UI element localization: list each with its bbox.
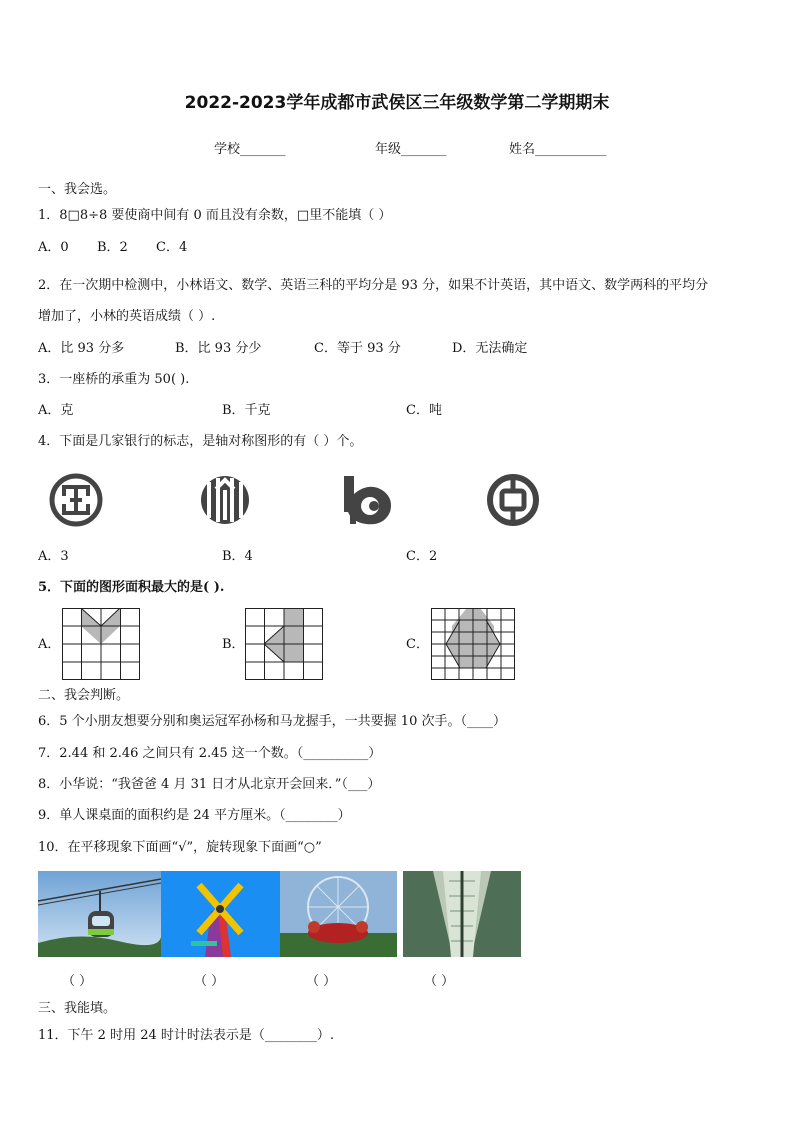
section-3-heading: 三、我能填。 [38, 1001, 117, 1016]
escalator-photo [403, 871, 521, 957]
q4-stem: 4．下面是几家银行的标志，是轴对称图形的有（ ）个。 [38, 434, 363, 449]
q10-blank-4[interactable]: （ ） [424, 974, 455, 989]
section-1-heading: 一、我会选。 [38, 182, 117, 197]
q5-grid-b [245, 608, 323, 680]
bocom-logo-icon [338, 472, 398, 528]
q3-option-c[interactable]: C．吨 [406, 403, 442, 418]
cable-car-photo [38, 871, 161, 957]
icbc-logo-icon [48, 472, 104, 528]
q10-blank-1[interactable]: （ ） [62, 974, 93, 989]
page-title: 2022-2023学年成都市武侯区三年级数学第二学期期末 [184, 93, 610, 113]
grade-field[interactable]: 年级_______ [375, 142, 447, 157]
q2-stem-line2: 增加了，小林的英语成绩（ ）. [38, 309, 216, 324]
q3-stem: 3．一座桥的承重为 50( ). [38, 372, 190, 387]
q10-blank-3[interactable]: （ ） [306, 974, 337, 989]
q2-option-c[interactable]: C．等于 93 分 [314, 341, 401, 356]
q5-label-b[interactable]: B． [222, 637, 245, 652]
q4-option-a[interactable]: A．3 [38, 549, 69, 564]
q8-stem: 8．小华说：“我爸爸 4 月 31 日才从北京开会回来．”（___） [38, 777, 381, 792]
q5-label-c[interactable]: C． [406, 637, 429, 652]
q1-option-c[interactable]: C．4 [156, 240, 188, 255]
windmill-photo [161, 871, 280, 957]
ferris-wheel-photo [280, 871, 397, 957]
school-field[interactable]: 学校_______ [214, 142, 286, 157]
bank-of-china-logo-icon [485, 472, 541, 528]
q1-option-a[interactable]: A．0 [38, 240, 69, 255]
q6-stem: 6．5 个小朋友想要分别和奥运冠军孙杨和马龙握手，一共要握 10 次手。（____） [38, 714, 506, 729]
q2-option-d[interactable]: D．无法确定 [452, 341, 528, 356]
q4-option-b[interactable]: B．4 [222, 549, 253, 564]
q10-blank-2[interactable]: （ ） [194, 974, 225, 989]
q5-grid-c [431, 608, 515, 680]
q3-option-a[interactable]: A．克 [38, 403, 74, 418]
q5-label-a[interactable]: A． [38, 637, 61, 652]
name-field[interactable]: 姓名___________ [509, 142, 607, 157]
q1-stem: 1．8□8÷8 要使商中间有 0 而且没有余数，□里不能填（ ） [38, 208, 392, 223]
citic-logo-icon [197, 472, 253, 528]
q3-option-b[interactable]: B．千克 [222, 403, 271, 418]
q10-stem: 10．在平移现象下面画“√”，旋转现象下面画“○” [38, 840, 322, 855]
q4-option-c[interactable]: C．2 [406, 549, 438, 564]
q9-stem: 9．单人课桌面的面积约是 24 平方厘米。（________） [38, 808, 351, 823]
q11-stem: 11．下午 2 时用 24 时计时法表示是（________）. [38, 1028, 335, 1043]
q1-option-b[interactable]: B．2 [97, 240, 128, 255]
q2-option-b[interactable]: B．比 93 分少 [175, 341, 262, 356]
q2-stem-line1: 2．在一次期中检测中，小林语文、数学、英语三科的平均分是 93 分，如果不计英语，其中语文、数学两科的平均分 [38, 278, 709, 293]
q5-grid-a [62, 608, 140, 680]
q7-stem: 7．2.44 和 2.46 之间只有 2.45 这一个数。（__________） [38, 746, 382, 761]
q2-option-a[interactable]: A．比 93 分多 [38, 341, 125, 356]
section-2-heading: 二、我会判断。 [38, 688, 130, 703]
q5-stem: 5．下面的图形面积最大的是( ). [38, 580, 225, 595]
